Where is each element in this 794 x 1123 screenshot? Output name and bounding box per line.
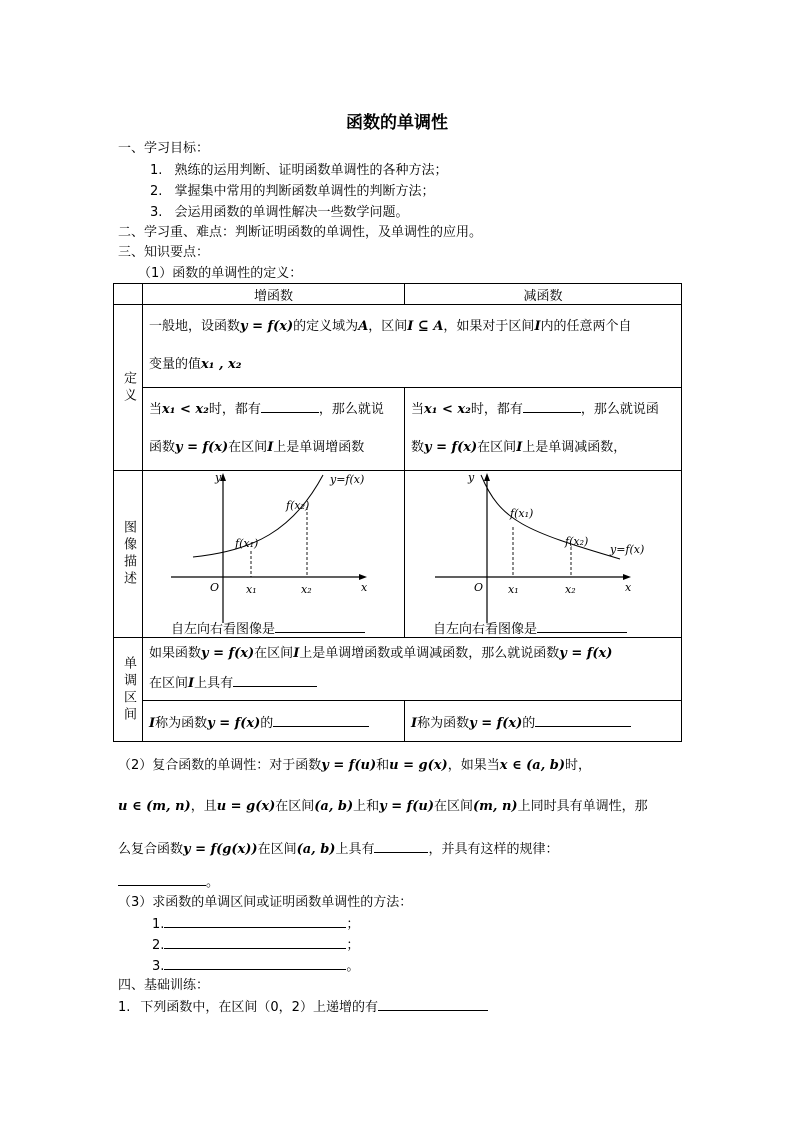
decreasing-graph bbox=[405, 471, 682, 637]
method-item-1 bbox=[152, 915, 359, 934]
text: 上是单调减函数， bbox=[522, 440, 627, 455]
text: ，如果对于区间 bbox=[443, 319, 535, 334]
origin-label: O bbox=[474, 581, 484, 594]
text: 当 bbox=[411, 402, 425, 417]
x-axis-arrow bbox=[623, 574, 631, 580]
math-fx: y = f(x) bbox=[424, 440, 478, 455]
inc-line1 bbox=[149, 391, 398, 429]
definition-line2 bbox=[149, 346, 675, 384]
math-I-subset-A: I ⊆ A bbox=[407, 319, 444, 334]
goal-text: 会运用函数的单调性解决一些数学问题。 bbox=[174, 205, 409, 220]
math-fu: y = f(u) bbox=[321, 758, 377, 773]
definition-line1 bbox=[149, 308, 675, 346]
text: ，且 bbox=[190, 799, 217, 814]
goal-num: 1. bbox=[150, 163, 163, 178]
goal-item-3 bbox=[150, 204, 409, 222]
graph-inc-caption bbox=[171, 618, 365, 637]
text: 函数 bbox=[149, 440, 176, 455]
curve-label: y=f(x) bbox=[330, 473, 365, 486]
goal-item-1 bbox=[150, 162, 448, 180]
interval-common bbox=[143, 638, 682, 701]
blank-line[interactable] bbox=[537, 620, 627, 633]
blank-line[interactable] bbox=[118, 873, 206, 886]
question-1 bbox=[118, 998, 488, 1017]
text: 内的任意两个自 bbox=[540, 319, 632, 334]
text: 在区间 bbox=[149, 676, 189, 691]
increasing-graph bbox=[143, 471, 405, 637]
methods-heading: （3）求函数的单调区间或证明函数单调性的方法： bbox=[118, 895, 413, 910]
math-gx: u = g(x) bbox=[389, 758, 448, 773]
x1-label: x₁ bbox=[246, 583, 257, 596]
page-title: 函数的单调性 bbox=[346, 113, 448, 133]
text: 数 bbox=[411, 440, 425, 455]
blank-line[interactable] bbox=[535, 714, 631, 727]
text: 上具有 bbox=[194, 676, 234, 691]
interval-line2 bbox=[149, 669, 675, 699]
math-gx: u = g(x) bbox=[216, 799, 276, 814]
y-label: y bbox=[215, 471, 222, 484]
math-fx: y = f(x) bbox=[559, 646, 613, 661]
composite-line2 bbox=[118, 798, 648, 816]
method-num: 1. bbox=[152, 917, 165, 932]
goal-item-2 bbox=[150, 183, 435, 201]
section4-heading: 四、基础训练： bbox=[118, 978, 210, 993]
text: 的 bbox=[260, 715, 274, 731]
text: 么复合函数 bbox=[118, 842, 184, 857]
text: 上具有 bbox=[335, 842, 375, 857]
definition-subheading: （1）函数的单调性的定义： bbox=[138, 266, 303, 281]
goal-num: 3. bbox=[150, 205, 163, 220]
text: （2）复合函数的单调性：对于函数 bbox=[118, 758, 322, 773]
text: 的定义域为 bbox=[293, 319, 359, 334]
math-ab: (a, b) bbox=[296, 842, 336, 857]
blank-line[interactable] bbox=[164, 915, 346, 928]
text: 上同时具有单调性，那 bbox=[517, 799, 648, 814]
math-fgx: y = f(g(x)) bbox=[183, 842, 258, 857]
text: ； bbox=[346, 938, 360, 953]
blank-line[interactable] bbox=[273, 714, 369, 727]
section3-heading: 三、知识要点： bbox=[118, 245, 210, 260]
y-label: y bbox=[468, 471, 475, 484]
goal-text: 掌握集中常用的判断函数单调性的判断方法； bbox=[174, 184, 435, 199]
math-A: A bbox=[358, 319, 369, 334]
text: 在区间 bbox=[254, 646, 294, 661]
text: 时， bbox=[565, 758, 592, 773]
text: ，如果当 bbox=[447, 758, 500, 773]
origin-label: O bbox=[210, 581, 220, 594]
math-cond: x₁ < x₂ bbox=[162, 402, 209, 417]
blank-line[interactable] bbox=[374, 840, 428, 853]
header-increasing: 增函数 bbox=[143, 284, 405, 305]
text: 在区间 bbox=[434, 799, 474, 814]
definition-increasing bbox=[143, 388, 405, 471]
blank-line[interactable] bbox=[378, 998, 488, 1011]
section2-heading: 二、学习重、难点：判断证明函数的单调性，及单调性的应用。 bbox=[118, 225, 483, 240]
question-num: 1. bbox=[118, 1000, 131, 1015]
math-I: I bbox=[149, 715, 156, 731]
text: ，那么就说 bbox=[318, 402, 384, 417]
dec-line2 bbox=[411, 429, 675, 467]
text: 。 bbox=[346, 959, 360, 974]
text: 一般地，设函数 bbox=[149, 319, 241, 334]
math-fx: y = f(x) bbox=[201, 646, 255, 661]
method-item-3 bbox=[152, 957, 359, 976]
definition-common bbox=[143, 305, 682, 388]
y-axis-arrow bbox=[484, 473, 490, 481]
text: 在区间 bbox=[228, 440, 268, 455]
text: 自左向右看图像是 bbox=[433, 622, 538, 637]
text: ，并具有这样的规律： bbox=[428, 842, 559, 857]
text: 时，都有 bbox=[470, 402, 523, 417]
text: ，区间 bbox=[368, 319, 408, 334]
method-item-2 bbox=[152, 936, 359, 955]
graph-dec-caption bbox=[433, 618, 627, 637]
math-x1x2: x₁ , x₂ bbox=[201, 357, 242, 372]
header-decreasing: 减函数 bbox=[405, 284, 682, 305]
math-fx: y = f(x) bbox=[240, 319, 294, 334]
text: 在区间 bbox=[477, 440, 517, 455]
text: 和 bbox=[376, 758, 390, 773]
text: 称为函数 bbox=[155, 715, 208, 731]
graph-increasing bbox=[143, 471, 405, 638]
math-I: I bbox=[516, 440, 523, 455]
interval-decreasing bbox=[405, 701, 682, 742]
text: 在区间 bbox=[275, 799, 315, 814]
fx1-label: f(x₁) bbox=[235, 537, 259, 550]
definition-decreasing bbox=[405, 388, 682, 471]
math-I: I bbox=[534, 319, 541, 334]
text: 当 bbox=[149, 402, 163, 417]
math-fx: y = f(x) bbox=[469, 715, 523, 731]
text: 如果函数 bbox=[149, 646, 202, 661]
method-num: 2. bbox=[152, 938, 165, 953]
fx2-label: f(x₂) bbox=[286, 499, 310, 512]
math-u-in-mn: u ∈ (m, n) bbox=[118, 799, 191, 814]
text: 时，都有 bbox=[208, 402, 261, 417]
text: 上是单调增函数 bbox=[273, 440, 365, 455]
goal-text: 熟练的运用判断、证明函数单调性的各种方法； bbox=[174, 163, 448, 178]
math-ab: (a, b) bbox=[314, 799, 354, 814]
text: 变量的值 bbox=[149, 357, 202, 372]
math-fu: y = f(u) bbox=[379, 799, 434, 814]
table-corner bbox=[114, 284, 143, 305]
goal-num: 2. bbox=[150, 184, 163, 199]
composite-line4 bbox=[118, 873, 219, 892]
composite-line3 bbox=[118, 840, 558, 859]
math-x-in-ab: x ∈ (a, b) bbox=[499, 758, 565, 773]
text: ； bbox=[346, 917, 360, 932]
fx1-label: f(x₁) bbox=[510, 507, 534, 520]
graph-decreasing bbox=[405, 471, 682, 638]
math-I: I bbox=[411, 715, 418, 731]
section1-heading: 一、学习目标： bbox=[118, 141, 210, 156]
curve-label: y=f(x) bbox=[610, 543, 645, 556]
composite-line1 bbox=[118, 757, 591, 775]
math-I: I bbox=[267, 440, 274, 455]
math-fx: y = f(x) bbox=[207, 715, 261, 731]
x-label: x bbox=[625, 581, 632, 594]
fx2-label: f(x₂) bbox=[565, 535, 589, 548]
blank-line[interactable] bbox=[164, 936, 346, 949]
dec-line1 bbox=[411, 391, 675, 429]
blank-line[interactable] bbox=[233, 674, 317, 687]
text: 在区间 bbox=[257, 842, 297, 857]
math-I: I bbox=[188, 676, 195, 691]
math-cond: x₁ < x₂ bbox=[424, 402, 471, 417]
row-label-graph: 图像描述 bbox=[114, 471, 143, 638]
x-axis-arrow bbox=[359, 574, 367, 580]
row-label-definition: 定义 bbox=[114, 305, 143, 471]
text: 的 bbox=[522, 715, 536, 731]
text: 称为函数 bbox=[417, 715, 470, 731]
math-fx: y = f(x) bbox=[175, 440, 229, 455]
x-label: x bbox=[361, 581, 368, 594]
blank-line[interactable] bbox=[523, 400, 581, 413]
text: 上是单调增函数或单调减函数，那么就说函数 bbox=[299, 646, 560, 661]
math-I: I bbox=[293, 646, 300, 661]
x2-label: x₂ bbox=[565, 583, 576, 596]
blank-line[interactable] bbox=[275, 620, 365, 633]
row-label-interval: 单调区间 bbox=[114, 638, 143, 742]
method-num: 3. bbox=[152, 959, 165, 974]
decreasing-curve bbox=[481, 475, 620, 559]
x2-label: x₂ bbox=[301, 583, 312, 596]
interval-line1 bbox=[149, 639, 675, 669]
question-text: 下列函数中，在区间（0，2）上递增的有 bbox=[140, 1000, 378, 1015]
monotonicity-table bbox=[113, 283, 682, 742]
blank-line[interactable] bbox=[164, 957, 346, 970]
text: 上和 bbox=[353, 799, 380, 814]
inc-line2 bbox=[149, 429, 398, 467]
x1-label: x₁ bbox=[508, 583, 519, 596]
text: ，那么就说函 bbox=[580, 402, 659, 417]
interval-increasing bbox=[143, 701, 405, 742]
blank-line[interactable] bbox=[261, 400, 319, 413]
text: 。 bbox=[206, 875, 220, 890]
math-mn: (m, n) bbox=[473, 799, 518, 814]
text: 自左向右看图像是 bbox=[171, 622, 276, 637]
